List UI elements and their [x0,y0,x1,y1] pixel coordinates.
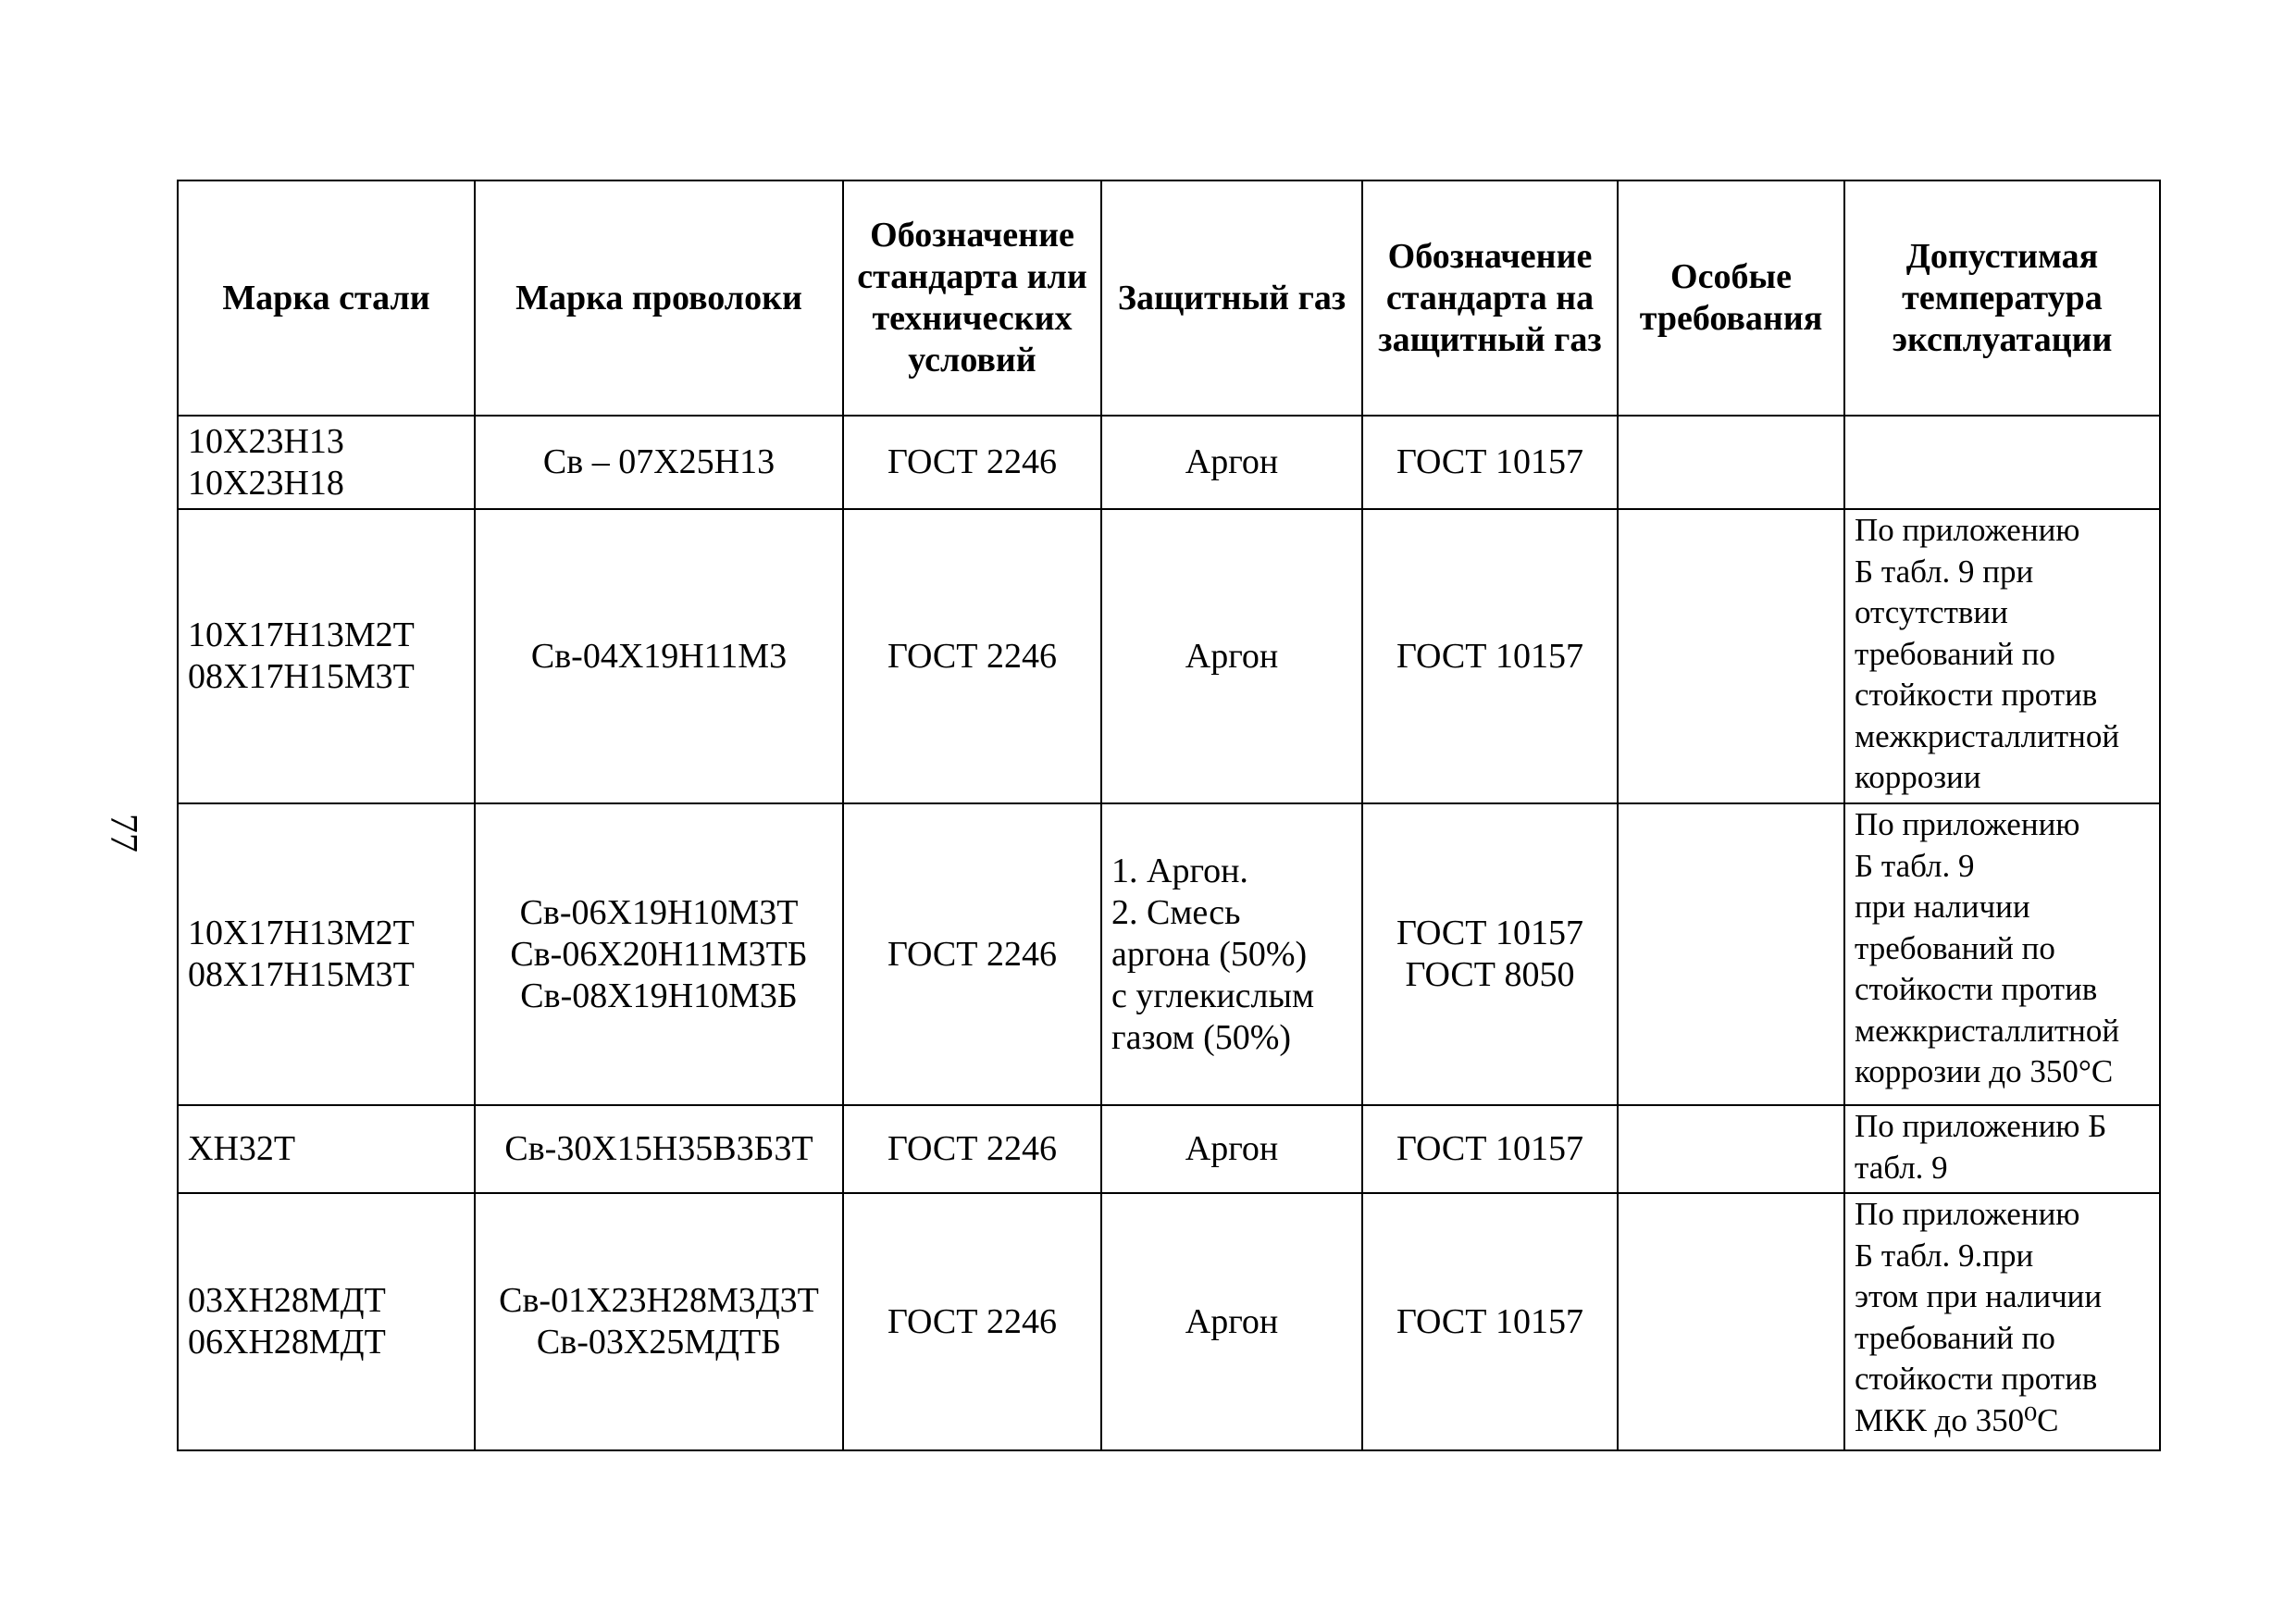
cell-standard: ГОСТ 2246 [843,1105,1101,1193]
cell-line: межкристаллитной [1855,717,2120,754]
cell-line: ГОСТ 10157 [1396,636,1583,676]
header-shielding-gas: Защитный газ [1101,180,1362,416]
table-row [178,1105,2160,1193]
cell-gas-standard [1362,416,1618,509]
cell-line: Б табл. 9.при [1855,1237,2034,1274]
cell-line: ГОСТ 10157 [1396,1301,1583,1341]
cell-line: Б табл. 9 [1855,847,1975,884]
cell-wire-grade [475,509,843,803]
cell-line: требований по [1855,1319,2055,1356]
cell-line: Аргон [1185,442,1279,481]
header-steel-grade: Марка стали [178,180,475,416]
cell-line: По приложению [1855,806,2080,842]
cell-line: требований по [1855,635,2055,672]
cell-line: ГОСТ 10157 [1396,1129,1583,1168]
cell-line: 08Х17Н15М3Т [188,657,415,696]
header-row [178,180,2160,416]
cell-line: табл. 9 [1855,1149,1948,1186]
cell-line: стойкости против [1855,677,2098,713]
cell-line: По приложению [1855,512,2080,548]
cell-line: отсутствии [1855,594,2008,630]
cell-line: требований по [1855,929,2055,966]
cell-line: при наличии [1855,889,2030,925]
cell-line: 1. Аргон. [1111,851,1248,890]
cell-gas-standard [1362,1193,1618,1450]
cell-line: Св – 07Х25Н13 [542,442,776,481]
cell-operating-temperature [1844,416,2160,509]
cell-shielding-gas [1101,803,1362,1105]
cell-line: 10Х23Н18 [188,463,344,503]
cell-line: Аргон [1185,636,1279,676]
cell-line: 03ХН28МДТ [188,1281,386,1320]
cell-shielding-gas [1101,509,1362,803]
cell-line: коррозии до 350°С [1855,1053,2114,1089]
cell-operating-temperature [1844,803,2160,1105]
cell-line: Св-08Х19Н10М3Б [520,976,798,1015]
cell-operating-temperature [1844,1193,2160,1450]
cell-special-requirements [1618,803,1844,1105]
cell-steel-grade [178,509,475,803]
cell-line: Св-04Х19Н11М3 [530,636,788,676]
cell-standard: ГОСТ 2246 [843,1193,1101,1450]
cell-gas-standard [1362,1105,1618,1193]
cell-line: Б табл. 9 при [1855,553,2034,590]
cell-operating-temperature [1844,1105,2160,1193]
cell-line: 06ХН28МДТ [188,1323,386,1362]
header-special-requirements: Особые требования [1618,180,1844,416]
cell-line: Св-01Х23Н28М3Д3Т [499,1281,819,1320]
cell-line: коррозии [1855,759,1981,795]
cell-line: стойкости против [1855,1361,2098,1397]
cell-line: аргона (50%) [1111,934,1308,974]
welding-materials-table [177,180,2161,1451]
cell-line: Св-06Х19Н10М3Т [519,892,799,932]
cell-steel-grade [178,1105,475,1193]
cell-line: ГОСТ 10157 [1396,442,1583,481]
cell-special-requirements [1618,1193,1844,1450]
cell-line: 10Х17Н13М2Т [188,616,415,654]
header-standard: Обозначение стандарта или технических условий [843,180,1101,416]
table-row [178,1193,2160,1450]
table-row [178,803,2160,1105]
cell-line: стойкости против [1855,971,2098,1007]
cell-line: с углекислым [1111,976,1315,1015]
table-row [178,509,2160,803]
cell-shielding-gas [1101,1105,1362,1193]
cell-line: 10Х23Н13 [188,421,344,461]
cell-wire-grade [475,1193,843,1450]
cell-shielding-gas [1101,416,1362,509]
cell-standard: ГОСТ 2246 [843,803,1101,1105]
cell-line: газом (50%) [1111,1017,1292,1057]
header-wire-grade: Марка проволоки [475,180,843,416]
header-operating-temperature: Допустимая температура эксплуатации [1844,180,2160,416]
cell-special-requirements [1618,1105,1844,1193]
cell-gas-standard [1362,509,1618,803]
cell-special-requirements [1618,416,1844,509]
cell-standard: ГОСТ 2246 [843,509,1101,803]
cell-line: Св-06Х20Н11М3ТБ [510,934,808,974]
cell-line: 10Х17Н13М2Т [188,914,415,952]
cell-shielding-gas [1101,1193,1362,1450]
cell-wire-grade [475,803,843,1105]
header-gas-standard: Обозначение стандарта на защитный газ [1362,180,1618,416]
table-row [178,416,2160,509]
cell-line: Аргон [1185,1301,1279,1341]
cell-line: ГОСТ 10157 [1396,914,1583,952]
cell-line: ХН32Т [188,1129,296,1168]
cell-line: Св-03Х25МДТБ [536,1323,782,1362]
cell-operating-temperature [1844,509,2160,803]
cell-line: Св-30Х15Н35В3Б3Т [504,1129,813,1168]
cell-line: этом при наличии [1855,1278,2103,1314]
cell-line: межкристаллитной [1855,1012,2120,1049]
cell-steel-grade [178,803,475,1105]
cell-line: 2. Смесь [1111,892,1241,932]
cell-special-requirements [1618,509,1844,803]
cell-steel-grade [178,1193,475,1450]
cell-line: Аргон [1185,1129,1279,1168]
cell-line: МКК до 350⁰С [1855,1401,2059,1438]
cell-line: ГОСТ 8050 [1405,955,1575,994]
cell-line: По приложению [1855,1196,2080,1232]
page-number: 77 [102,814,144,852]
cell-line: 08Х17Н15М3Т [188,955,415,994]
cell-wire-grade [475,1105,843,1193]
cell-steel-grade [178,416,475,509]
cell-wire-grade [475,416,843,509]
cell-standard: ГОСТ 2246 [843,416,1101,509]
cell-gas-standard [1362,803,1618,1105]
cell-line: По приложению Б [1855,1108,2107,1144]
